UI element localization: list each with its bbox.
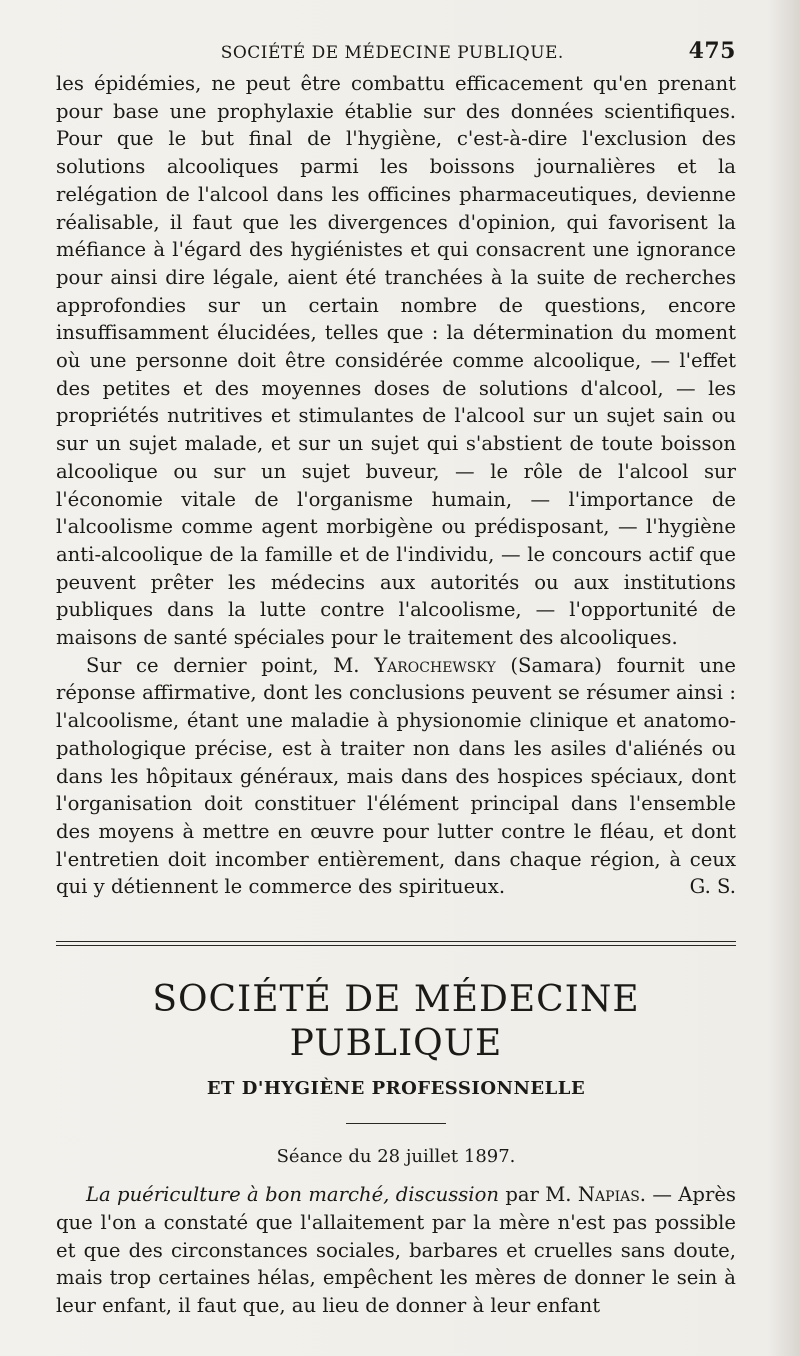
session-date: Séance du 28 juillet 1897. bbox=[276, 1146, 516, 1168]
running-title: SOCIÉTÉ DE MÉDECINE PUBLIQUE. bbox=[220, 43, 564, 63]
author-name: Yarochewsky bbox=[374, 653, 496, 677]
paragraph-puericulture bbox=[56, 1181, 736, 1320]
paragraph-yarochewsky bbox=[56, 652, 736, 901]
article-body bbox=[56, 70, 736, 901]
page-number: 475 bbox=[688, 38, 736, 64]
short-divider bbox=[346, 1123, 446, 1124]
section-divider bbox=[56, 941, 736, 946]
session-body bbox=[56, 1181, 736, 1320]
paragraph-lead: Sur ce dernier point, M. bbox=[86, 653, 360, 677]
signature: G. S. bbox=[689, 875, 736, 899]
section-subtitle: ET D'HYGIÈNE PROFESSIONNELLE bbox=[206, 1078, 586, 1100]
paragraph-text: . — Après que l'on a constaté que l'allaitement par la mère n'est pas possible et que des circonstances sociales, barbares et cruelles sans doute, mais trop certaines hélas, empêchent les mères de donner le sein à leur enfant, il faut que, au lieu de donner à leur enfant bbox=[56, 1183, 736, 1317]
paragraph-text: (Samara) fournit une réponse affirmative, dont les conclusions peuvent se résumer ainsi : l'alcoolisme, étant une maladie à physionomie clinique et anatomo-pathologique précise, est à traiter non dans les asiles d'aliénés ou dans les hôpitaux généraux, mais dans des hospices spéciaux, dont l'organisation doit constituer l'élément principal dans l'ensemble des moyens à mettre en œuvre pour lutter contre le fléau, et dont l'entretien doit incomber entièrement, dans chaque région, à ceux qui y détiennent le commerce des spiritueux. bbox=[56, 653, 736, 899]
running-header bbox=[56, 38, 736, 64]
by-text: par M. bbox=[505, 1183, 572, 1207]
section-title: SOCIÉTÉ DE MÉDECINE PUBLIQUE bbox=[152, 979, 640, 1065]
paragraph-continued: les épidémies, ne peut être combattu efficacement qu'en prenant pour base une prophylaxie établie sur des données scientifiques. Pour que le but final de l'hygiène, c'est-à-dire l'exclusion des solutions alcooliques parmi les boissons journalières et la relégation de l'alcool dans les officines pharmaceutiques, devienne réalisable, il faut que les divergences d'opinion, qui favorisent la méfiance à l'égard des hygiénistes et qui consacrent une ignorance pour ainsi dire légale, aient été tranchées à la suite de recherches approfondies sur un certain nombre de questions, encore insuffisamment élucidées, telles que : la détermination du moment où une personne doit être considérée comme alcoolique, — l'effet des petites et des moyennes doses de solutions d'alcool, — les propriétés nutritives et stimulantes de l'alcool sur un sujet sain ou sur un sujet malade, et sur un sujet qui s'abstient de toute boisson alcoolique ou sur un sujet buveur, — le rôle de l'alcool sur l'économie vitale de l'organisme humain, — l'importance de l'alcoolisme comme agent morbigène ou prédisposant, — l'hygiène anti-alcoolique de la famille et de l'individu, — le concours actif que peuvent prêter les médecins aux autorités ou aux institutions publiques dans la lutte contre l'alcoolisme, — l'opportunité de maisons de santé spéciales pour le traitement des alcooliques. bbox=[56, 72, 736, 650]
speaker-name: Napias bbox=[577, 1183, 640, 1207]
discussion-title: La puériculture à bon marché, discussion bbox=[86, 1183, 499, 1207]
